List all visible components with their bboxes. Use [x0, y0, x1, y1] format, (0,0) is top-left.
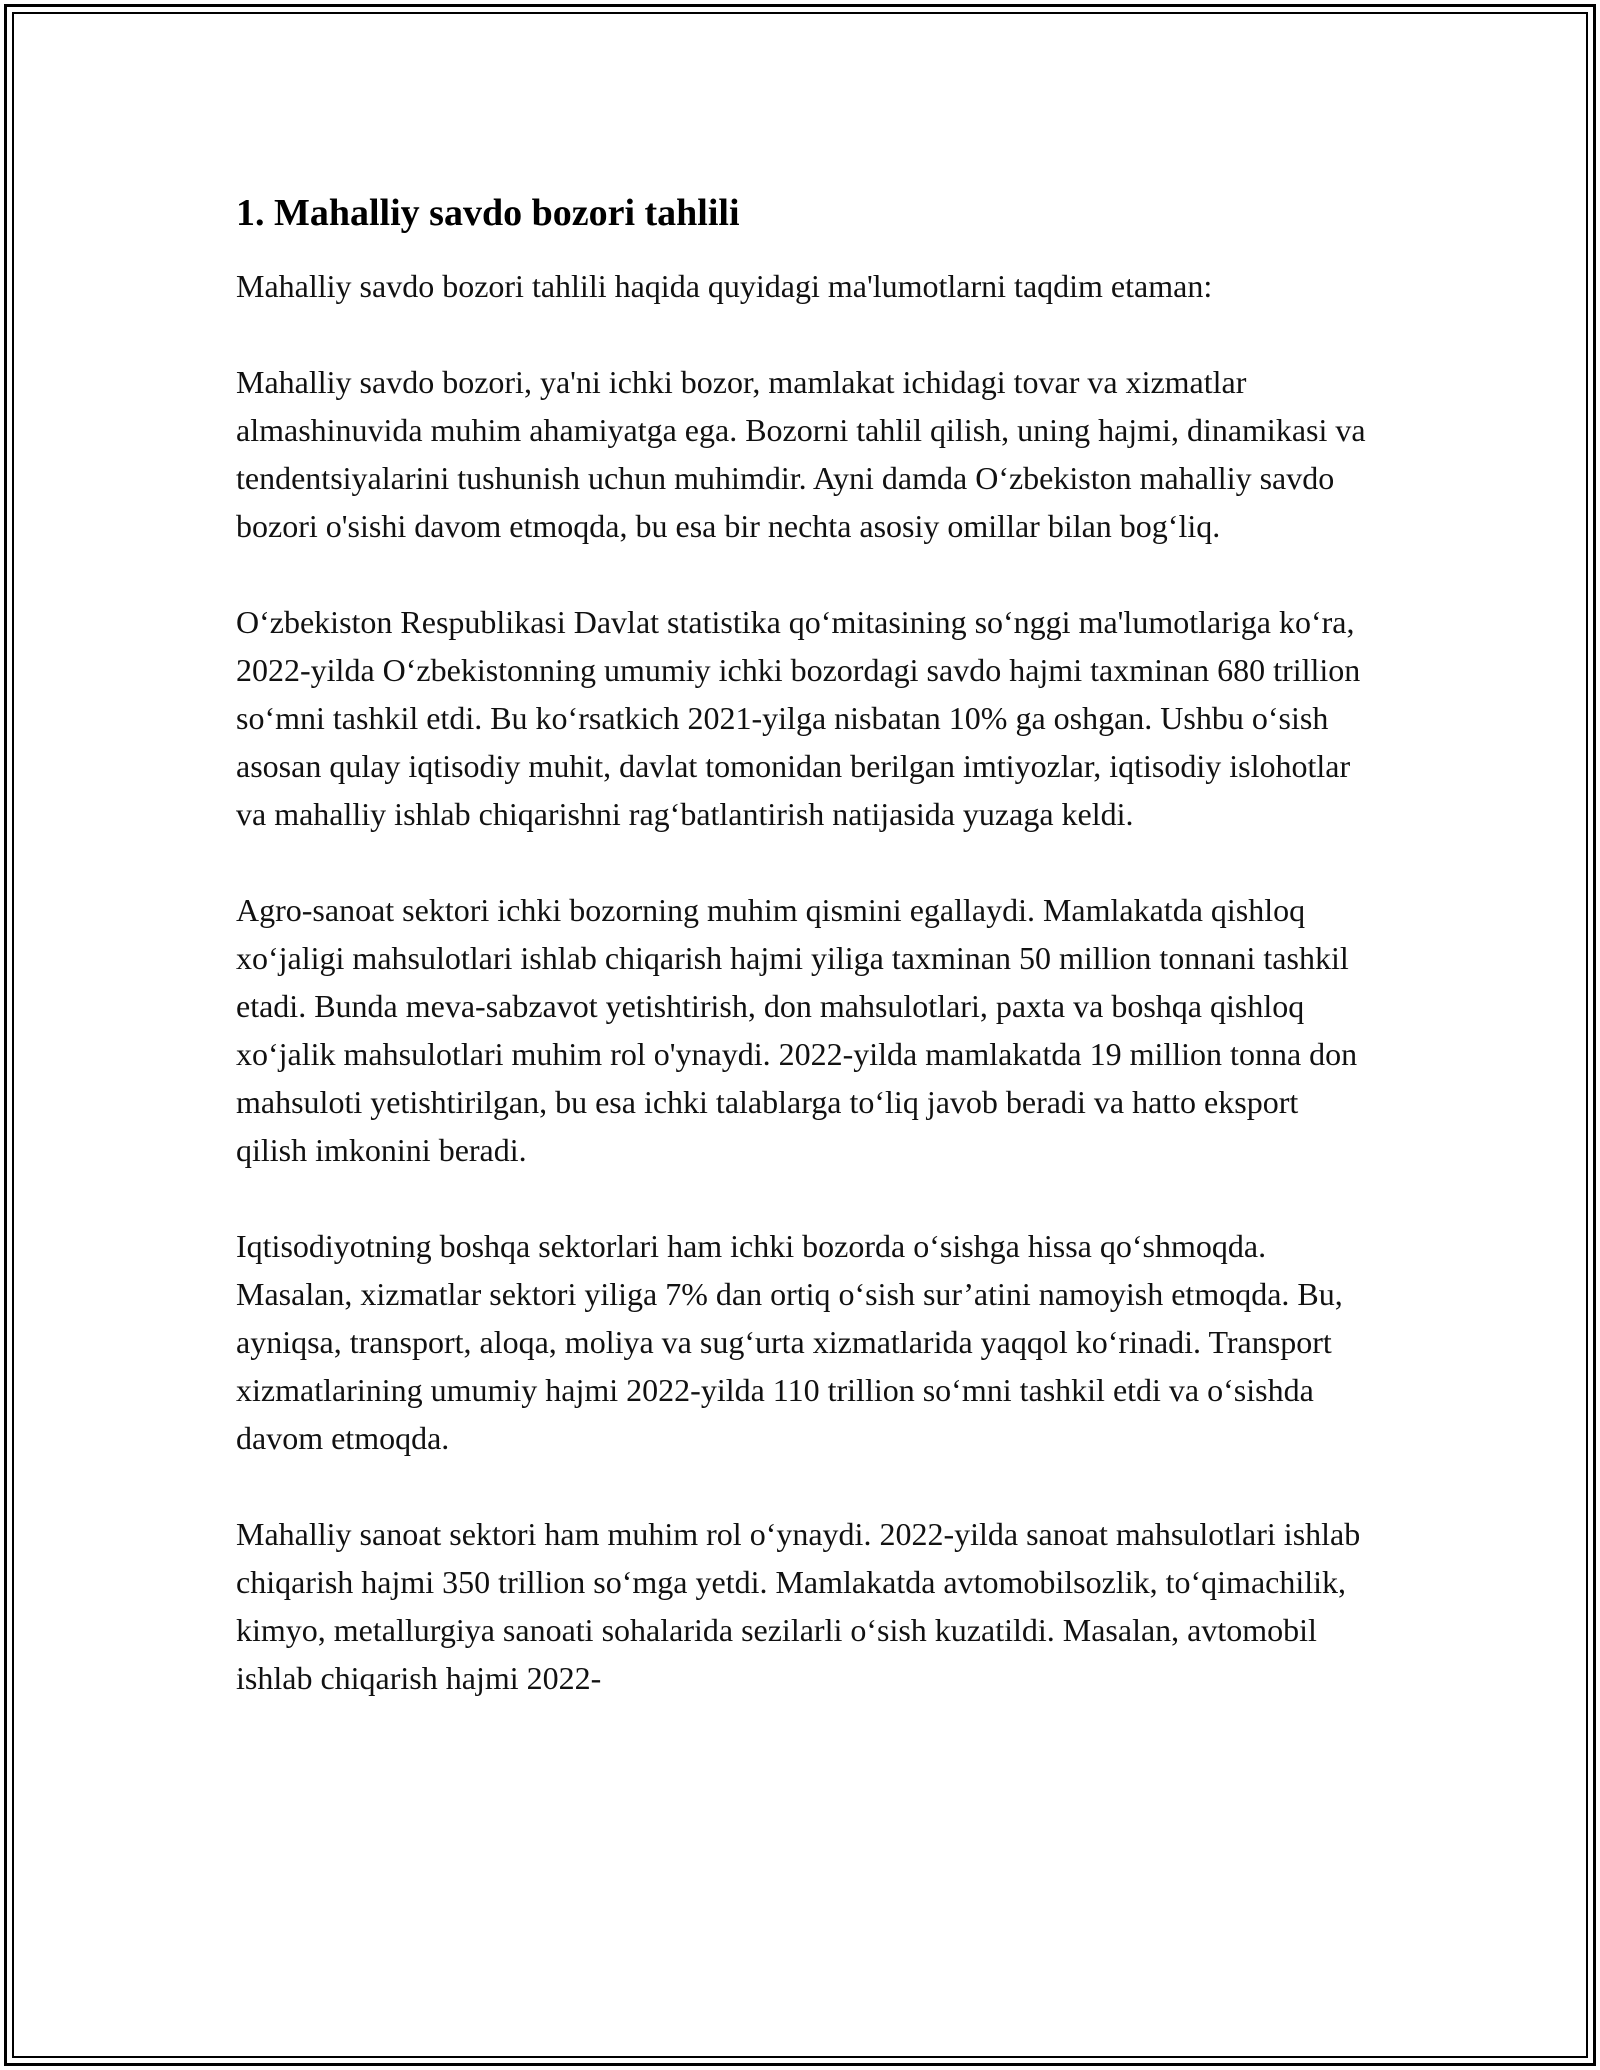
paragraph-services-sector: Iqtisodiyotning boshqa sektorlari ham ichki bozorda o‘sishga hissa qo‘shmoqda. Masalan, xizmatlar sektori yiliga 7% dan ortiq o‘sish sur’atini namoyish etmoqda. Bu, ayniqsa, transport, aloqa, moliya va sug‘urta xizmatlarida yaqqol ko‘rinadi. Transport xizmatlarining umumiy hajmi 2022-yilda 110 trillion so‘mni tashkil etdi va o‘sishda davom etmoqda. — [236, 1228, 1343, 1456]
section-heading: 1. Mahalliy savdo bozori tahlili — [236, 192, 740, 234]
paragraph-industry-sector: Mahalliy sanoat sektori ham muhim rol o‘ynaydi. 2022-yilda sanoat mahsulotlari ishlab chiqarish hajmi 350 trillion so‘mga yetdi. Mamlakatda avtomobilsozlik, to‘qimachilik, kimyo, metallurgiya sanoati sohalarida sezilarli o‘sish kuzatildi. Masalan, avtomobil ishlab chiqarish hajmi 2022- — [236, 1516, 1361, 1696]
paragraph-trade-volume: O‘zbekiston Respublikasi Davlat statistika qo‘mitasining so‘nggi ma'lumotlariga ko‘ra, 2022-yilda O‘zbekistonning umumiy ichki bozordagi savdo hajmi taxminan 680 trillion so‘mni tashkil etdi. Bu ko‘rsatkich 2021-yilga nisbatan 10% ga oshgan. Ushbu o‘sish asosan qulay iqtisodiy muhit, davlat tomonidan berilgan imtiyozlar, iqtisodiy islohotlar va mahalliy ishlab chiqarishni rag‘batlantirish natijasida yuzaga keldi. — [236, 604, 1361, 832]
intro-paragraph: Mahalliy savdo bozori tahlili haqida quyidagi ma'lumotlarni taqdim etaman: — [236, 268, 1213, 304]
paragraph-market-overview: Mahalliy savdo bozori, ya'ni ichki bozor, mamlakat ichidagi tovar va xizmatlar almashinuvida muhim ahamiyatga ega. Bozorni tahlil qilish, uning hajmi, dinamikasi va tendentsiyalarini tushunish uchun muhimdir. Ayni damda O‘zbekiston mahalliy savdo bozori o'sishi davom etmoqda, bu esa bir nechta asosiy omillar bilan bog‘liq. — [236, 364, 1366, 544]
paragraph-agro-sector: Agro-sanoat sektori ichki bozorning muhim qismini egallaydi. Mamlakatda qishloq xo‘jaligi mahsulotlari ishlab chiqarish hajmi yiliga taxminan 50 million tonnani tashkil etadi. Bunda meva-sabzavot yetishtirish, don mahsulotlari, paxta va boshqa qishloq xo‘jalik mahsulotlari muhim rol o'ynaydi. 2022-yilda mamlakatda 19 million tonna don mahsuloti yetishtirilgan, bu esa ichki talablarga to‘liq javob beradi va hatto eksport qilish imkonini beradi. — [236, 892, 1358, 1168]
document-body — [236, 186, 1376, 1750]
